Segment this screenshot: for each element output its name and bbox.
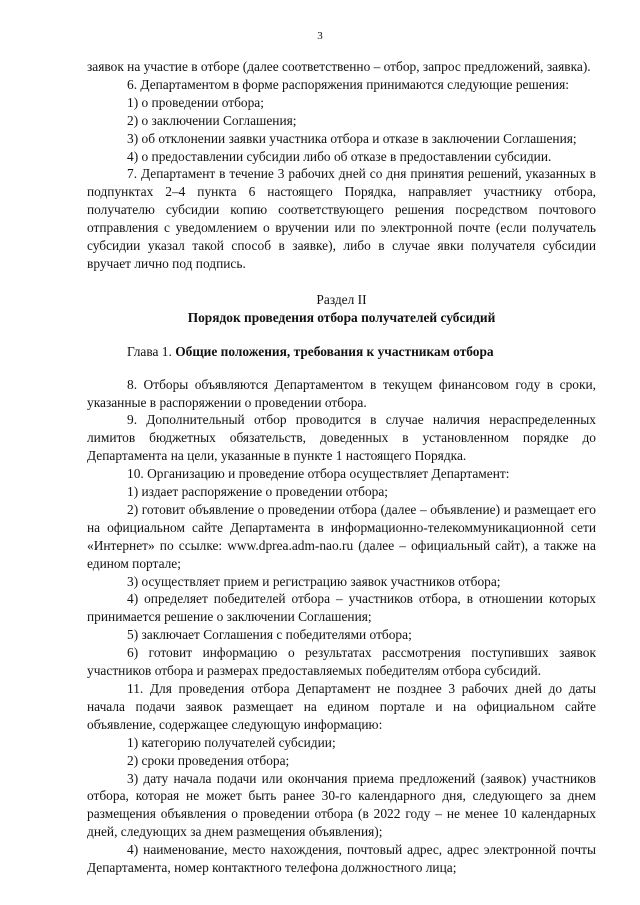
paragraph: 6. Департаментом в форме распоряжения принимаются следующие решения:: [127, 76, 569, 92]
paragraph: 1) о проведении отбора;: [127, 94, 264, 110]
chapter-prefix: Глава 1.: [127, 343, 172, 359]
paragraph: заявок на участие в отборе (далее соответственно – отбор, запрос предложений, заявка).: [87, 59, 591, 74]
paragraph-group-intro: [87, 58, 596, 273]
paragraph: 5) заключает Соглашения с победителями отбора;: [127, 627, 412, 643]
section-title: Порядок проведения отбора получателей субсидий: [187, 309, 496, 325]
paragraph-group-main: [87, 376, 596, 877]
paragraph: 9. Дополнительный отбор проводится в случае наличия нераспределенных лимитов бюджетных обязательств, доведенных в установленном порядке до Департамента на цели, указанные в пункте 1 настоящего Порядка.: [87, 412, 596, 464]
paragraph: 6) готовит информацию о результатах рассмотрения поступивших заявок участников отбора и размерах предоставляемых победителям отбора субсидий.: [87, 645, 596, 679]
paragraph: 7. Департамент в течение 3 рабочих дней со дня принятия решений, указанных в подпунктах 2–4 пункта 6 настоящего Порядка, направляет участнику отбора, получателю субсидии копию соответствующего решения посредством почтового отправления с уведомлением о вручении или по электронной почте (если получатель субсидии указал такой способ в заявке), либо в случае явки получателя субсидии вручает лично под подпись.: [87, 166, 596, 271]
paragraph: 3) дату начала подачи или окончания приема предложений (заявок) участников отбора, которая не может быть ранее 30-го календарного дня, следующего за днем размещения объявления о проведении отбора (в 2022 году – не менее 10 календарных дней, следующих за днем размещения объявления);: [87, 770, 596, 840]
paragraph: 4) о предоставлении субсидии либо об отказе в предоставлении субсидии.: [127, 148, 552, 164]
paragraph: 11. Для проведения отбора Департамент не позднее 3 рабочих дней до даты начала подачи заявок размещает на едином портале и на официальном сайте объявление, содержащее следующую информацию:: [87, 681, 596, 732]
chapter-heading: [87, 343, 596, 361]
section-label: Раздел II: [316, 291, 367, 307]
paragraph: 10. Организацию и проведение отбора осуществляет Департамент:: [127, 466, 510, 482]
paragraph: 2) готовит объявление о проведении отбора (далее – объявление) и размещает его на официальном сайте Департамента в информационно-телекоммуникационной сети «Интернет» по ссылке: www.dprea.adm-nao.ru (далее – официальный сайт), а также на едином портале;: [87, 501, 596, 571]
paragraph: 1) издает распоряжение о проведении отбора;: [127, 484, 389, 500]
chapter-title: Общие положения, требования к участникам отбора: [175, 343, 494, 359]
paragraph: 3) осуществляет прием и регистрацию заявок участников отбора;: [127, 573, 501, 589]
paragraph: 3) об отклонении заявки участника отбора и отказе в заключении Соглашения;: [127, 130, 577, 146]
paragraph: 8. Отборы объявляются Департаментом в текущем финансовом году в сроки, указанные в распоряжении о проведении отбора.: [87, 376, 596, 410]
paragraph: 4) определяет победителей отбора – участников отбора, в отношении которых принимается решение о заключении Соглашения;: [87, 591, 596, 625]
paragraph: 2) сроки проведения отбора;: [127, 752, 290, 768]
paragraph: 4) наименование, место нахождения, почтовый адрес, адрес электронной почты Департамента, номер контактного телефона должностного лица;: [87, 842, 596, 876]
paragraph: 2) о заключении Соглашения;: [127, 112, 297, 128]
paragraph: 1) категорию получателей субсидии;: [127, 734, 336, 750]
document-body: [87, 58, 596, 877]
page-number: 3: [317, 30, 323, 42]
